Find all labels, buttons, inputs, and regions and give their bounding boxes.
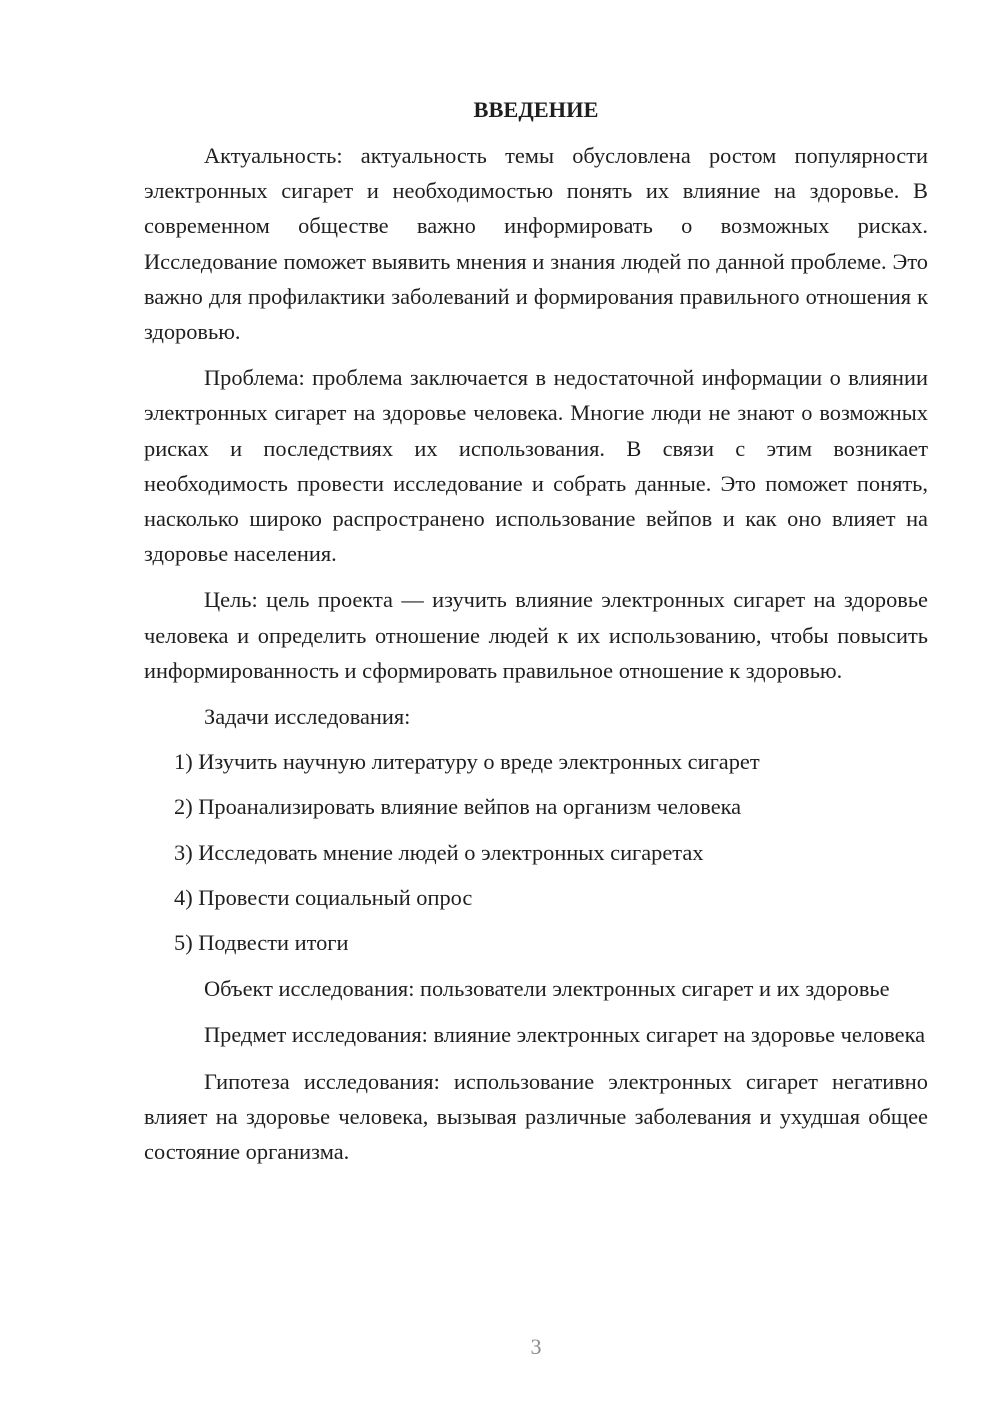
page-number: 3 (530, 1334, 542, 1359)
list-item: 5) Подвести итоги (174, 930, 349, 956)
tasks-title: Задачи исследования: (204, 704, 411, 730)
object-paragraph: Объект исследования: пользователи электронных сигарет и их здоровье (204, 976, 890, 1002)
subject-paragraph: Предмет исследования: влияние электронных сигарет на здоровье человека (204, 1022, 926, 1048)
tasks-list (144, 744, 928, 960)
relevance-paragraph: Актуальность: актуальность темы обусловлена ростом популярности электронных сигарет и необходимостью понять их влияние на здоровье. В современном обществе важно информировать о возможных рисках. Исследование поможет выявить мнения и знания людей по данной проблеме. Это важно для профилактики заболеваний и формирования правильного отношения к здоровью. (144, 143, 928, 345)
list-item: 2) Проанализировать влияние вейпов на организм человека (174, 794, 742, 820)
section-heading: ВВЕДЕНИЕ (473, 97, 599, 122)
goal-paragraph: Цель: цель проекта — изучить влияние электронных сигарет на здоровье человека и определить отношение людей к их использованию, чтобы повысить информированность и сформировать правильное отношение к здоровью. (144, 587, 928, 683)
list-item: 3) Исследовать мнение людей о электронных сигаретах (174, 839, 704, 865)
list-item: 1) Изучить научную литературу о вреде электронных сигарет (174, 749, 760, 775)
list-item: 4) Провести социальный опрос (174, 884, 473, 910)
problem-paragraph: Проблема: проблема заключается в недостаточной информации о влиянии электронных сигарет на здоровье человека. Многие люди не знают о возможных рисках и последствиях их использования. В связи с этим возникает необходимость провести исследование и собрать данные. Это поможет понять, насколько широко распространено использование вейпов и как оно влияет на здоровье населения. (144, 365, 928, 567)
document-body (144, 92, 928, 1180)
hypothesis-paragraph: Гипотеза исследования: использование электронных сигарет негативно влияет на здоровье человека, вызывая различные заболевания и ухудшая общее состояние организма. (144, 1068, 928, 1165)
